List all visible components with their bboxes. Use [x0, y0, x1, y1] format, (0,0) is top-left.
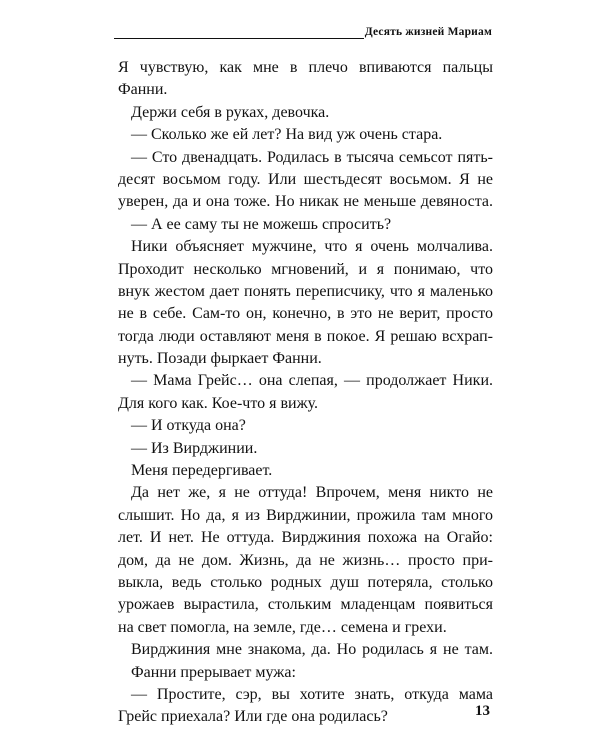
- text-line: Для кого как. Кое-что я вижу.: [118, 394, 319, 412]
- text-line: десят восьмом году. Или шестьдесят восьмом. Я не: [118, 170, 493, 188]
- running-header: [114, 22, 492, 44]
- text-line: — Простите, сэр, вы хотите знать, откуда мама: [131, 685, 493, 703]
- header-rule: [114, 38, 364, 39]
- text-line: слышит. Но да, я из Вирджинии, прожила там много: [118, 506, 493, 524]
- text-line: Фанни.: [118, 81, 168, 99]
- text-line: — Из Вирджинии.: [131, 439, 258, 457]
- text-line: не в себе. Сам-то он, конечно, в это не верит, просто: [118, 305, 493, 323]
- text-line: Вирджиния мне знакома, да. Но родилась я не там.: [131, 641, 493, 659]
- text-line: внук жестом дает понять переписчику, что я маленько: [118, 282, 493, 300]
- text-line: Фанни прерывает мужа:: [131, 663, 296, 681]
- text-line: Я чувствую, как мне в плечо впиваются пальцы: [118, 59, 493, 76]
- text-line: тогда люди оставляют меня в покое. Я решаю всхрап-: [118, 327, 493, 345]
- text-line: — И откуда она?: [131, 417, 246, 435]
- text-line: Проходит несколько мгновений, и я понимаю, что: [118, 260, 493, 278]
- body-text: [118, 57, 493, 729]
- running-header-title: Десять жизней Мариам: [364, 26, 492, 38]
- text-line: нуть. Позади фыркает Фанни.: [118, 350, 322, 368]
- text-line: урожаев вырастила, стольким младенцам появиться: [118, 596, 493, 614]
- text-line: лет. И нет. Не оттуда. Вирджиния похожа на Огайо:: [118, 529, 493, 547]
- text-line: Ники объясняет мужчине, что я очень молчалива.: [131, 238, 493, 256]
- page-number: 13: [475, 703, 490, 719]
- text-line: — Сколько же ей лет? На вид уж очень стара.: [131, 126, 443, 144]
- text-line: дом, да не дом. Жизнь, да не жизнь… просто при-: [118, 551, 493, 569]
- text-line: Да нет же, я не оттуда! Впрочем, меня никто не: [131, 484, 493, 502]
- text-line: Меня передергивает.: [131, 462, 273, 480]
- text-line: — А ее саму ты не можешь спросить?: [131, 215, 392, 233]
- text-line: — Мама Грейс… она слепая, — продолжает Ники.: [131, 372, 493, 390]
- text-line: уверен, да и она тоже. Но никак не меньше девяноста.: [118, 193, 493, 211]
- text-line: Грейс приехала? Или где она родилась?: [118, 708, 388, 726]
- text-line: выкла, ведь столько родных душ потеряла, столько: [118, 573, 493, 591]
- text-line: на свет помогла, на земле, где… семена и грехи.: [118, 618, 447, 636]
- text-line: — Сто двенадцать. Родилась в тысяча семьсот пять-: [131, 148, 493, 166]
- text-line: Держи себя в руках, девочка.: [131, 103, 330, 121]
